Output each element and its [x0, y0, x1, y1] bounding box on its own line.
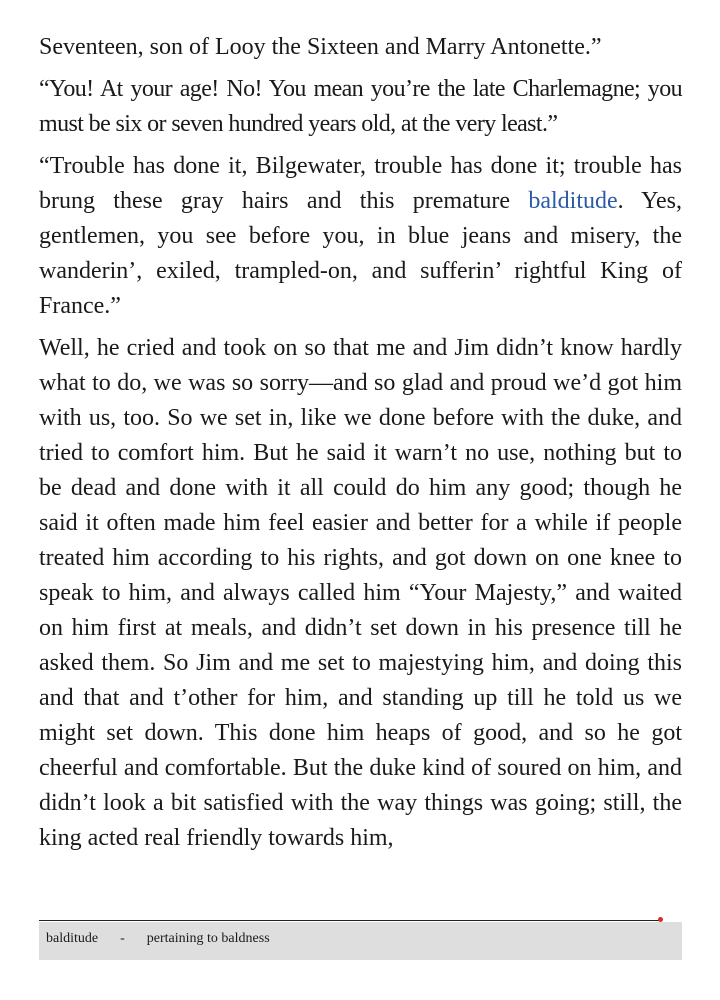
- footnote-box: [39, 922, 682, 960]
- glossary-link-balditude[interactable]: balditude: [528, 188, 618, 214]
- paragraph: [39, 149, 682, 324]
- paragraph: “You! At your age! No! You mean you’re the late Charlemagne; you must be six or seven hundred years old, at the very least.”: [39, 76, 682, 137]
- footnote-separator: -: [120, 931, 125, 946]
- paragraph-text: “Trouble has done it, Bilgewater, trouble has done it; trouble has brung these gray hairs and this premature: [39, 153, 682, 214]
- body-text: [39, 30, 682, 863]
- paragraph-text: . Yes, gentlemen, you see before you, in blue jeans and misery, the wanderin’, exiled, trampled-on, and sufferin’ rightful King of France.”: [39, 188, 682, 319]
- footnote-divider: [39, 920, 659, 921]
- footnote-definition: pertaining to baldness: [146, 931, 270, 946]
- paragraph: Seventeen, son of Looy the Sixteen and Marry Antonette.”: [39, 34, 602, 60]
- footnote-term: balditude: [46, 931, 99, 946]
- paragraph: Well, he cried and took on so that me and Jim didn’t know hardly what to do, we was so sorry—and so glad and proud we’d got him with us, too. So we set in, like we done before with the duke, and tried to comfort him. But he said it warn’t no use, nothing but to be dead and done with it all could do him any good; though he said it often made him feel easier and better for a while if people treated him according to his rights, and got down on one knee to speak to him, and always called him “Your Majesty,” and waited on him first at meals, and didn’t set down in his presence till he asked them. So Jim and me set to majestying him, and doing this and that and t’other for him, and standing up till he told us we might set down. This done him heaps of good, and so he got cheerful and comfortable. But the duke kind of soured on him, and didn’t look a bit satisfied with the way things was going; still, the king acted real friendly towards him,: [39, 335, 682, 851]
